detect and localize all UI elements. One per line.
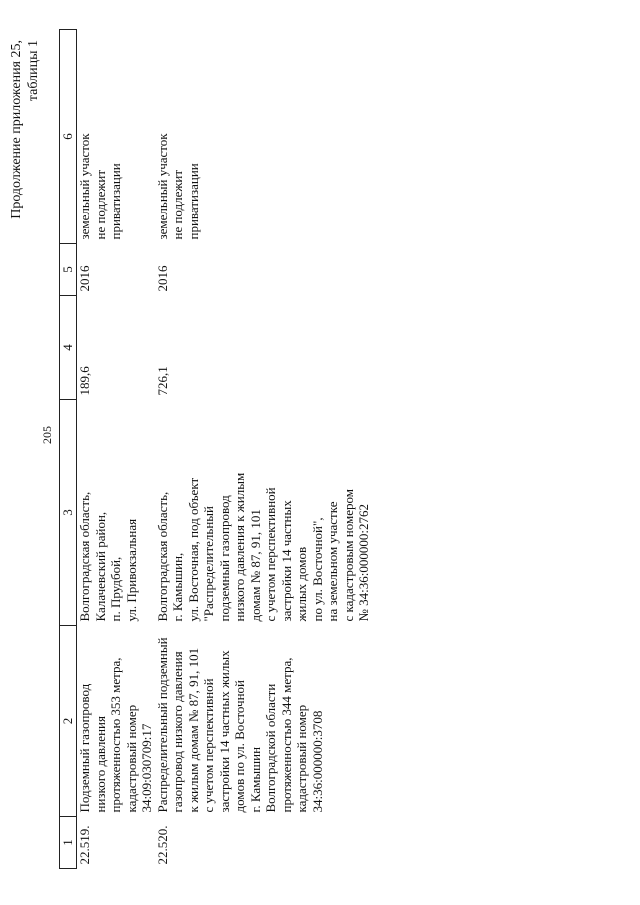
object-note-line: приватизации (185, 163, 201, 240)
object-note-line: не подлежит (92, 169, 108, 240)
object-name (77, 626, 155, 817)
page-number: 205 (40, 426, 54, 444)
object-year: 2016 (77, 265, 92, 292)
header-col-1: 1 (60, 817, 77, 869)
object-name-line: протяженностью 353 метра, (108, 657, 123, 813)
object-address-line: "Распределительный (201, 506, 216, 622)
object-name-line: газопровод низкого давления (170, 651, 185, 813)
object-address-line: на земельном участке (325, 501, 340, 622)
object-name-line: г. Камышин (247, 746, 263, 813)
object-year: 2016 (154, 265, 170, 292)
caption-line-1: Продолжение приложения 25, (9, 40, 24, 219)
header-col-6: 6 (60, 30, 77, 244)
object-name-line: низкого давления (92, 716, 108, 813)
object-address-line: № 34:36:000000:2762 (356, 504, 371, 622)
object-address-line: с учетом перспективной (263, 487, 278, 622)
caption-line-2: таблицы 1 (26, 40, 41, 102)
object-value: 726,1 (154, 366, 170, 396)
object-note (155, 30, 372, 244)
object-address-line: Калачевский район, (92, 511, 108, 622)
object-address-line: подземный газопровод (216, 495, 232, 622)
object-address-line: г. Камышин, (170, 552, 185, 622)
object-name-line: с учетом перспективной (201, 678, 216, 813)
table-caption (8, 40, 42, 219)
object-address (77, 400, 155, 626)
object-name-line: Подземный газопровод (77, 683, 92, 813)
object-note-line: не подлежит (170, 169, 185, 240)
object-name-line: протяженностью 344 метра, (278, 657, 294, 813)
object-address-line: Волгоградская область, (77, 491, 92, 622)
object-address-line: низкого давления к жилым (232, 472, 247, 622)
object-address-line: домам № 87, 91, 101 (247, 509, 263, 622)
header-col-5: 5 (60, 244, 77, 296)
header-col-2: 2 (60, 626, 77, 817)
property-table (59, 29, 372, 869)
object-note (77, 30, 155, 244)
object-address (155, 400, 372, 626)
object-note-line: земельный участок (77, 133, 92, 240)
object-address-line: с кадастровым номером (340, 489, 356, 622)
object-name-line: кадастровый номер (294, 704, 309, 813)
row-number: 22.520. (154, 825, 170, 865)
object-address-line: жилых домов (294, 546, 309, 622)
object-note-line: приватизации (108, 163, 123, 240)
object-name-line: Распределительный подземный (154, 637, 170, 813)
object-address-line: застройки 14 частных (278, 500, 294, 622)
row-number: 22.519. (77, 825, 92, 865)
object-address-line: ул. Восточная, под объект (185, 477, 201, 622)
object-address-line: по ул. Восточной", (309, 517, 325, 622)
object-name-line: застройки 14 частных жилых (216, 650, 232, 813)
object-name-line: Волгоградской области (263, 683, 278, 813)
object-name-line: к жилым домам № 87, 91, 101 (185, 647, 201, 813)
object-name-line: 34:36:000000:3708 (309, 710, 325, 813)
object-address-line: Волгоградская область, (154, 491, 170, 622)
object-name (155, 626, 372, 817)
object-name-line: домов по ул. Восточной (232, 680, 247, 813)
object-name-line: кадастровый номер (123, 704, 139, 813)
object-address-line: п. Прудбой, (108, 556, 123, 622)
object-value: 189,6 (77, 366, 92, 396)
header-col-4: 4 (60, 296, 77, 400)
header-col-3: 3 (60, 400, 77, 626)
object-name-line: 34:09:030709:17 (139, 723, 154, 813)
table-row (77, 30, 155, 869)
object-address-line: ул. Привокзальная (123, 518, 139, 622)
table-row (155, 30, 372, 869)
object-note-line: земельный участок (154, 133, 170, 240)
table-header-row (60, 30, 77, 869)
